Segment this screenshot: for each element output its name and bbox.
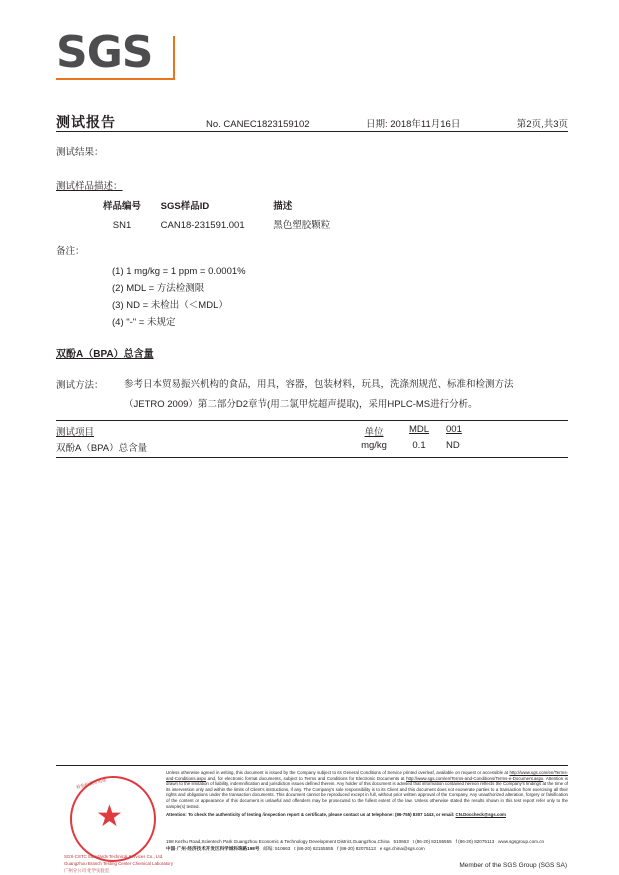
sample-desc: 黑色塑胶颗粒: [273, 220, 331, 231]
table-row: [86, 217, 466, 231]
seal-line-1: SGS-CSTC Standards Technical Services Co., Ltd.: [64, 854, 164, 859]
address-cn: 中国·广州·经济技术开发区科学城科珠路198号: [166, 846, 260, 851]
address-cn-fax: f (86-20) 82075113: [337, 846, 376, 851]
header-divider: [56, 131, 568, 132]
list-item: (3) ND = 未检出（＜MDL）: [112, 300, 228, 311]
terms-conditions-link[interactable]: http://www.sgs.com/en/Terms-and-Conditions.aspx: [166, 770, 568, 781]
test-method-text: 参考日本贸易振兴机构的食品，用具，容器，包装材料，玩具，洗涤剂规范、标准和检测方法（JETRO 2009）第二部分D2章节(用二氯甲烷超声提取)，采用HPLC-MS进行分析。: [124, 379, 514, 410]
section-title-bpa: 双酚A（BPA）总含量: [56, 349, 154, 360]
page-number: 第2页,共3页: [516, 119, 568, 130]
sample-table-header: [86, 198, 466, 212]
result-item-unit: mg/kg: [361, 440, 387, 451]
result-col-item: 测试项目: [56, 427, 95, 438]
sample-id: CAN18-231591.001: [160, 220, 245, 231]
member-text: Member of the SGS Group (SGS SA): [459, 862, 567, 869]
sample-col-no: 样品编号: [102, 201, 141, 212]
legal-disclaimer: [166, 770, 568, 818]
e-document-terms-link[interactable]: http://www.sgs.com/en/Terms-and-Conditions/Terms-e-Document.aspx: [406, 775, 544, 781]
seal-line-3: 广州分公司 化学实验室: [64, 868, 110, 873]
result-col-001: 001: [446, 424, 462, 435]
address-en: 198 Kezhu Road,Scientech Park Guangzhou Economic & Technology Development District,Guangzhou,China: [166, 839, 390, 844]
results-table-top-rule: [56, 420, 568, 421]
result-item-value: ND: [446, 440, 460, 451]
test-method-label: 测试方法：: [56, 380, 104, 391]
report-date: 日期: 2018年11月16日: [366, 119, 461, 130]
result-item-mdl: 0.1: [412, 440, 426, 451]
address-cn-mail: e sgs.china@sgs.com: [379, 846, 425, 851]
legal-text-3: . Attention is drawn to the limitation of liability, indemnification and jurisdiction issues defined therein. Any holder of this document is advised that information contained hereon reflects the Company's findings at the time of its intervention only and within the limits of Client's instructions, if any. The Company's sole responsibility is to its Client and this document does not exonerate parties to a transaction from exercising all their rights and obligations under the transaction documents. This document cannot be reproduced except in full, without prior written approval of the Company. Any unauthorized alteration, forgery or falsification of the content or appearance of this document is unlawful and offenders may be prosecuted to the fullest extent of the law. Unless otherwise stated the results shown in this test report refer only to the sample(s) tested.: [166, 775, 569, 809]
list-item: (1) 1 mg/kg = 1 ppm = 0.0001%: [112, 266, 246, 277]
remarks-list: [112, 263, 246, 331]
result-col-unit: 单位: [364, 427, 384, 438]
address-en-web: www.sgsgroup.com.cn: [498, 839, 545, 844]
logo-vertical-rule: [173, 36, 175, 80]
result-item-name: 双酚A（BPA）总含量: [56, 443, 148, 454]
report-number: No. CANEC1823159102: [206, 119, 310, 130]
result-col-mdl: MDL: [408, 424, 430, 435]
sample-description-label: 测试样品描述：: [56, 181, 123, 192]
page-title: 测试报告: [56, 114, 116, 130]
results-table-bottom-rule: [56, 457, 568, 458]
report-header: [56, 112, 568, 132]
remarks-label: 备注：: [56, 246, 85, 257]
seal-top-text: 检验检测专用章: [75, 777, 107, 790]
address-cn-zip: 邮编: 510663: [263, 846, 291, 851]
seal-line-2: Guangzhou Branch Testing Center Chemical Laboratory: [64, 861, 174, 866]
address-en-fax: f (86-20) 82075113: [455, 839, 495, 844]
sample-no: SN1: [112, 220, 132, 231]
list-item: (2) MDL = 方法检测限: [112, 283, 205, 294]
results-label: 测试结果：: [56, 147, 104, 158]
star-icon: ★: [96, 800, 123, 833]
sgs-logo: [56, 27, 186, 80]
sgs-logo-text: SGS: [56, 27, 153, 78]
company-seal-stamp: [62, 772, 174, 873]
address-en-tel: t (86-20) 82155555: [412, 839, 452, 844]
list-item: (4) "-" = 未规定: [112, 317, 176, 328]
sample-col-desc: 描述: [273, 201, 293, 212]
address-en-zip: 510663: [393, 839, 409, 844]
attention-notice: Attention: To check the authenticity of testing /inspection report & certificate, please contact us at telephone: (86-755) 8307 1443, or email:: [166, 812, 456, 818]
footer-divider: [56, 765, 568, 766]
company-address: [166, 838, 568, 852]
logo-underline: [56, 78, 173, 80]
legal-text-2: and, for electronic format documents, subject to Terms and Conditions for Electronic Documents at: [206, 775, 407, 781]
doccheck-email-link[interactable]: CN.Doccheck@sgs.com: [455, 812, 506, 818]
sample-col-id: SGS样品ID: [160, 201, 210, 212]
legal-text-1: Unless otherwise agreed in writing, this document is issued by the Company subject to its General Conditions of Service printed overleaf, available on request or accessible at: [166, 770, 510, 775]
address-cn-tel: t (86-20) 82155555: [294, 846, 334, 851]
